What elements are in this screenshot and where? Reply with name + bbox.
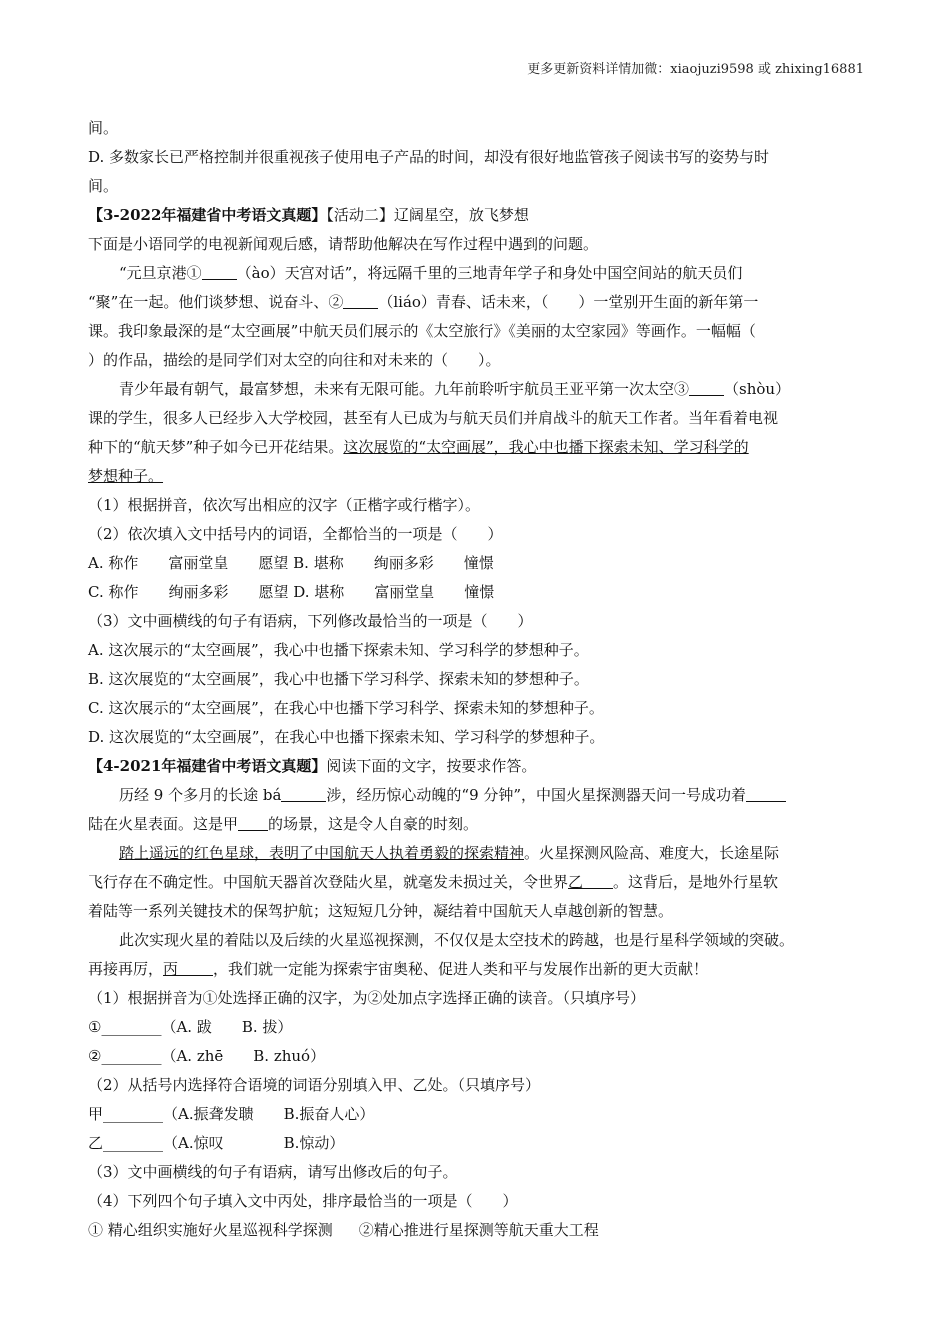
q3-para2-line4 — [88, 462, 868, 491]
q3-sub3-option-a: A. 这次展示的“太空画展”，我心中也播下探索未知、学习科学的梦想种子。 — [88, 641, 589, 659]
q3-para1-line1: “元旦京港① （ào）天宫对话”，将远隔千里的三地青年学子和身处中国空间站的航天员们 — [88, 259, 868, 288]
underlined-sentence-q4: 踏上遥远的红色星球，表明了中国航天人执着勇毅的探索精神 — [119, 844, 525, 862]
q3-intro: 下面是小语同学的电视新闻观后感，请帮助他解决在写作过程中遇到的问题。 — [88, 235, 599, 253]
answer-blank-yi[interactable]: 乙________ — [88, 1134, 164, 1152]
blank-zhuo[interactable] — [746, 783, 786, 802]
q4-title: 【4-2021年福建省中考语文真题】 — [88, 757, 327, 775]
underlined-sentence-end: 梦想种子。 — [88, 467, 164, 485]
q3-sub3-option-c: C. 这次展示的“太空画展”，在我心中也播下学习科学、探索未知的梦想种子。 — [88, 699, 604, 717]
document-body — [88, 114, 868, 1245]
q4-sub4-options: ① 精心组织实施好火星巡视科学探测 ②精心推进行星探测等航天重大工程 — [88, 1221, 599, 1239]
q4-para2-line3: 着陆等一系列关键技术的保驾护航；这短短几分钟，凝结着中国航天人卓越创新的智慧。 — [88, 902, 674, 920]
q3-sub2-options-ab: A. 称作 富丽堂皇 愿望 B. 堪称 绚丽多彩 憧憬 — [88, 554, 494, 572]
blank-jia[interactable] — [238, 812, 268, 831]
q3-sub2-options-cd: C. 称作 绚丽多彩 愿望 D. 堪称 富丽堂皇 憧憬 — [88, 583, 495, 601]
q4-heading — [88, 752, 868, 781]
blank-yi[interactable] — [583, 870, 613, 889]
q3-para2-line2: 课的学生，很多人已经步入大学校园，甚至有人已成为与航天员们并肩战斗的航天工作者。当年看着电视 — [88, 409, 779, 427]
q3-title: 【3-2022年福建省中考语文真题】 — [88, 206, 327, 224]
marker-yi: 乙 — [568, 873, 584, 891]
q4-sub3: （3）文中画横线的句子有语病，请写出修改后的句子。 — [88, 1163, 458, 1181]
prev-option-d-cont: 间。 — [88, 177, 119, 195]
q4-sub2-yi: 乙________（A.惊叹 B.惊动） — [88, 1134, 345, 1152]
q3-para2-line1: 青少年最有朝气，最富梦想，未来有无限可能。九年前聆听宇航员王亚平第一次太空③ （shòu） — [88, 375, 868, 404]
q4-para1-line1: 历经 9 个多月的长途 bá 涉，经历惊心动魄的“9 分钟”，中国火星探测器天问一号成功着 — [88, 781, 868, 810]
prev-option-d: D. 多数家长已严格控制并很重视孩子使用电子产品的时间，却没有很好地监管孩子阅读书写的姿势与时 — [88, 148, 770, 166]
page-header-note: 更多更新资料详情加微：xiaojuzi9598 或 zhixing16881 — [527, 62, 864, 77]
q3-para2-line3: 种下的“航天梦”种子如今已开花结果。这次展览的“太空画展”，我心中也播下探索未知、学习科学的 — [88, 438, 749, 456]
blank-3[interactable] — [689, 377, 724, 396]
q3-sub2: （2）依次填入文中括号内的词语，全都恰当的一项是（ ） — [88, 525, 503, 543]
q4-para3-line2: 再接再厉，丙 ，我们就一定能为探索宇宙奥秘、促进人类和平与发展作出新的更大贡献！ — [88, 955, 868, 984]
marker-jia: 甲 — [223, 815, 239, 833]
blank-ba[interactable] — [281, 783, 326, 802]
underlined-sentence: 这次展览的“太空画展”，我心中也播下探索未知、学习科学的 — [343, 438, 749, 456]
answer-blank-jia[interactable]: 甲________ — [88, 1105, 164, 1123]
q4-sub1: （1）根据拼音为①处选择正确的汉字，为②处加点字选择正确的读音。（只填序号） — [88, 989, 646, 1007]
q4-para2-line1: 踏上遥远的红色星球，表明了中国航天人执着勇毅的探索精神。火星探测风险高、难度大，长途星际 — [119, 844, 780, 862]
q3-para1-line2: “聚”在一起。他们谈梦想、说奋斗、② （liáo）青春、话未来，（ ）一堂别开生面的新年第一 — [88, 288, 868, 317]
q3-sub3-option-d: D. 这次展览的“太空画展”，在我心中也播下探索未知、学习科学的梦想种子。 — [88, 728, 605, 746]
prev-continuation: 间。 — [88, 119, 119, 137]
q4-para3-line1: 此次实现火星的着陆以及后续的火星巡视探测，不仅仅是太空技术的跨越，也是行星科学领域的突破。 — [119, 931, 795, 949]
marker-bing: 丙 — [163, 960, 179, 978]
q4-sub2-jia: 甲________（A.振聋发聩 B.振奋人心） — [88, 1105, 375, 1123]
q4-para1-line2: 陆在火星表面。这是甲 的场景，这是令人自豪的时刻。 — [88, 810, 868, 839]
answer-blank-1[interactable]: ①________ — [88, 1018, 162, 1036]
q4-sub1-a: ①________（A. 跋 B. 拔） — [88, 1018, 293, 1036]
q4-sub4: （4）下列四个句子填入文中丙处，排序最恰当的一项是（ ） — [88, 1192, 518, 1210]
q3-sub3: （3）文中画横线的句子有语病，下列修改最恰当的一项是（ ） — [88, 612, 533, 630]
blank-2[interactable] — [343, 290, 378, 309]
q3-para1-line3: 课。我印象最深的是“太空画展”中航天员们展示的《太空旅行》《美丽的太空家园》等画作。一幅幅（ — [88, 322, 756, 340]
q3-heading — [88, 201, 868, 230]
blank-bing[interactable] — [178, 957, 213, 976]
q3-para1-line4: ）的作品，描绘的是同学们对太空的向往和对未来的（ ）。 — [88, 351, 501, 369]
q4-sub2: （2）从括号内选择符合语境的词语分别填入甲、乙处。（只填序号） — [88, 1076, 541, 1094]
q3-activity: 【活动二】辽阔星空，放飞梦想 — [326, 206, 529, 224]
blank-1[interactable] — [202, 261, 237, 280]
q4-para2-line2: 飞行存在不确定性。中国航天器首次登陆火星，就毫发未损过关，令世界乙 。这背后，是地外行星软 — [88, 868, 868, 897]
q3-sub3-option-b: B. 这次展览的“太空画展”，我心中也播下学习科学、探索未知的梦想种子。 — [88, 670, 589, 688]
q3-sub1: （1）根据拼音，依次写出相应的汉字（正楷字或行楷字）。 — [88, 496, 481, 514]
q4-sub1-b: ②________（A. zhē B. zhuó） — [88, 1047, 326, 1065]
q4-instruction: 阅读下面的文字，按要求作答。 — [326, 757, 537, 775]
answer-blank-2[interactable]: ②________ — [88, 1047, 162, 1065]
